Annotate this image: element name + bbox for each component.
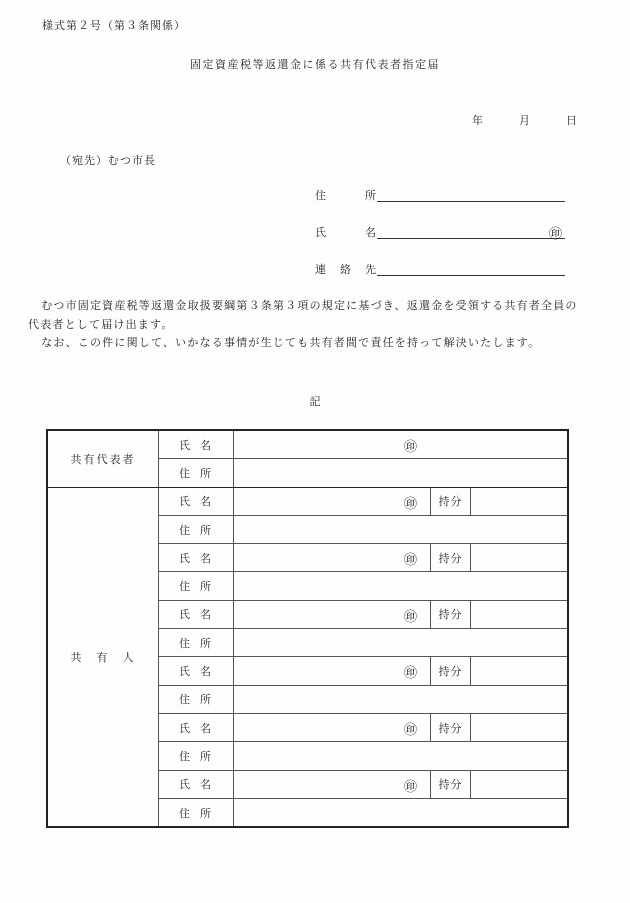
- date-day: 日: [566, 114, 578, 127]
- table-row: [47, 487, 568, 515]
- co-owner-share-field[interactable]: [471, 713, 569, 741]
- co-owner-address-field[interactable]: [234, 685, 569, 713]
- address-label: 住所: [159, 572, 234, 600]
- seal-icon: ㊞: [404, 440, 418, 455]
- representative-label: 共有代表者: [47, 430, 159, 487]
- address-label: 住所: [159, 685, 234, 713]
- body-text: [28, 297, 580, 353]
- co-owner-share-field[interactable]: [471, 487, 569, 515]
- address-input-line[interactable]: [377, 201, 565, 202]
- co-owner-address-field[interactable]: [234, 798, 569, 827]
- co-owner-share-field[interactable]: [471, 770, 569, 798]
- share-label: 持分: [431, 487, 471, 515]
- table-row: [47, 430, 568, 459]
- name-label: 氏名: [159, 713, 234, 741]
- name-label: 氏名: [159, 770, 234, 798]
- address-label: 住所: [159, 629, 234, 657]
- form-number: 様式第２号（第３条関係）: [42, 19, 186, 32]
- page-title: 固定資産税等返還金に係る共有代表者指定届: [190, 58, 440, 71]
- co-owner-share-field[interactable]: [471, 657, 569, 685]
- co-owner-name-field[interactable]: [234, 487, 431, 515]
- address-label: 所: [365, 189, 376, 202]
- share-label: 持分: [431, 713, 471, 741]
- co-owner-name-field[interactable]: [234, 544, 431, 572]
- name-label: 氏名: [159, 544, 234, 572]
- seal-icon: ㊞: [404, 553, 418, 569]
- date-year: 年: [472, 114, 484, 127]
- seal-icon: ㊞: [404, 666, 418, 682]
- note-mark: 記: [309, 395, 321, 408]
- co-owner-name-field[interactable]: [234, 600, 431, 628]
- contact-label: 連: [315, 263, 326, 276]
- co-owner-address-field[interactable]: [234, 742, 569, 770]
- share-label: 持分: [431, 600, 471, 628]
- share-label: 持分: [431, 770, 471, 798]
- date-month: 月: [519, 114, 531, 127]
- seal-icon: ㊞: [404, 496, 418, 512]
- seal-icon: ㊞: [404, 609, 418, 625]
- name-input-line[interactable]: [377, 238, 565, 239]
- co-owner-name-field[interactable]: [234, 657, 431, 685]
- co-owner-share-field[interactable]: [471, 544, 569, 572]
- co-owner-address-field[interactable]: [234, 629, 569, 657]
- representative-name-field[interactable]: [234, 430, 569, 459]
- co-owner-label: 共 有 人: [47, 487, 159, 827]
- seal-icon: ㊞: [404, 722, 418, 738]
- co-owner-address-field[interactable]: [234, 515, 569, 543]
- share-label: 持分: [431, 657, 471, 685]
- name-label: 名: [365, 226, 376, 239]
- co-owner-share-field[interactable]: [471, 600, 569, 628]
- name-label: 氏名: [159, 430, 234, 459]
- addressee: （宛先）むつ市長: [60, 154, 156, 167]
- address-label: 住所: [159, 515, 234, 543]
- representative-address-field[interactable]: [234, 459, 569, 487]
- address-label: 住所: [159, 798, 234, 827]
- share-label: 持分: [431, 544, 471, 572]
- contact-label: 絡: [340, 263, 351, 276]
- address-label: 住: [315, 189, 326, 202]
- address-label: 住所: [159, 742, 234, 770]
- name-label: 氏名: [159, 600, 234, 628]
- co-owner-table: [46, 429, 569, 828]
- name-label: 氏名: [159, 487, 234, 515]
- contact-label: 先: [365, 263, 376, 276]
- seal-icon: ㊞: [549, 227, 563, 242]
- body-paragraph: むつ市固定資産税等返還金取扱要綱第３条第３項の規定に基づき、返還金を受領する共有者全員の代表者として届け出ます。: [28, 299, 578, 331]
- address-label: 住所: [159, 459, 234, 487]
- co-owner-address-field[interactable]: [234, 572, 569, 600]
- name-label: 氏: [315, 226, 326, 239]
- co-owner-name-field[interactable]: [234, 713, 431, 741]
- date-line: [472, 112, 578, 128]
- contact-input-line[interactable]: [377, 275, 565, 276]
- name-label: 氏名: [159, 657, 234, 685]
- co-owner-name-field[interactable]: [234, 770, 431, 798]
- body-paragraph: なお、この件に関して、いかなる事情が生じても共有者間で責任を持って解決いたします。: [41, 336, 541, 349]
- seal-icon: ㊞: [404, 779, 418, 795]
